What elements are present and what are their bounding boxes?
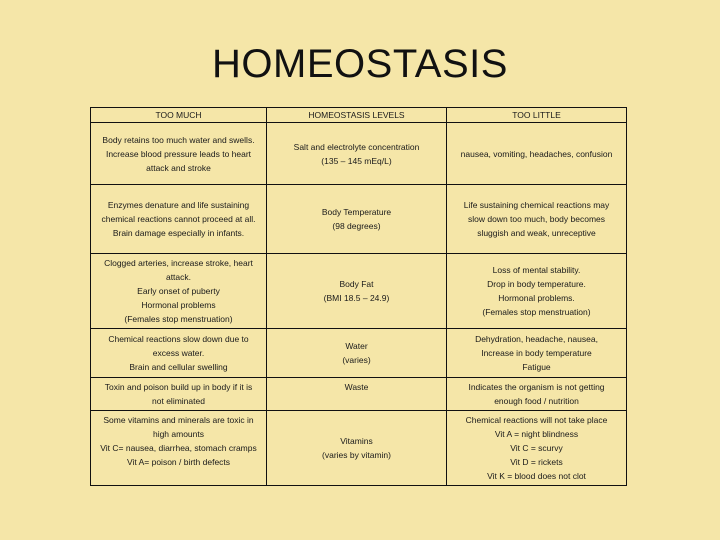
cell-line: Vit K = blood does not clot [487, 471, 586, 481]
cell-too-much [91, 411, 267, 486]
cell-line: Increase in body temperature [481, 348, 592, 358]
cell-line: (varies) [342, 355, 371, 365]
cell-line: Increase blood pressure leads to heart [105, 148, 252, 159]
cell-too-little [447, 378, 627, 411]
cell-line: attack. [165, 272, 192, 282]
cell-line: Enzymes denature and life sustaining [107, 200, 250, 210]
cell-line: Some vitamins and minerals are toxic in [103, 415, 254, 425]
cell-level [267, 411, 447, 486]
cell-level [267, 254, 447, 329]
cell-line: sluggish and weak, unreceptive [477, 228, 596, 238]
cell-line: Clogged arteries, increase stroke, heart [104, 258, 253, 268]
cell-line: Vit D = rickets [510, 457, 563, 467]
header-too-much: TOO MUCH [91, 108, 267, 123]
cell-too-little [447, 329, 627, 378]
cell-line: (Females stop menstruation) [124, 314, 233, 324]
header-too-little: TOO LITTLE [447, 108, 627, 123]
cell-line: excess water. [152, 348, 205, 358]
cell-too-little [447, 185, 627, 254]
header-homeostasis-levels: HOMEOSTASIS LEVELS [267, 108, 447, 123]
cell-line: Chemical reactions will not take place [465, 415, 608, 425]
cell-line: Vit C = scurvy [510, 443, 563, 453]
cell-line: Fatigue [522, 362, 551, 372]
cell-too-much [91, 123, 267, 185]
cell-line: Toxin and poison build up in body if it is [104, 382, 253, 392]
table-row-body-fat [91, 254, 627, 329]
cell-line: Brain and cellular swelling [129, 362, 228, 372]
table-row-vitamins [91, 411, 627, 486]
cell-level [267, 329, 447, 378]
cell-line: Chemical reactions slow down due to [108, 334, 249, 344]
cell-line: Body Temperature [321, 207, 392, 217]
cell-too-much [91, 254, 267, 329]
cell-line: Vit A= poison / birth defects [126, 457, 231, 467]
cell-too-much [91, 378, 267, 411]
cell-line: Life sustaining chemical reactions may [463, 200, 610, 210]
cell-line: (varies by vitamin) [322, 450, 391, 460]
cell-too-little [447, 411, 627, 486]
cell-line: enough food / nutrition [494, 396, 579, 406]
cell-too-much [91, 185, 267, 254]
cell-line: Vit A = night blindness [494, 429, 579, 439]
cell-line: Indicates the organism is not getting [468, 382, 605, 392]
table-row-body-temperature [91, 185, 627, 254]
cell-line: nausea, vomiting, headaches, confusion [460, 148, 613, 159]
cell-line: Vit C= nausea, diarrhea, stomach cramps [100, 443, 257, 453]
cell-line: Hormonal problems. [498, 293, 575, 303]
cell-line: Body retains too much water and swells. [102, 134, 255, 145]
cell-line: Hormonal problems [141, 300, 216, 310]
table-row-water [91, 329, 627, 378]
page-title: HOMEOSTASIS [212, 42, 508, 86]
cell-level [267, 378, 447, 411]
cell-too-much [91, 329, 267, 378]
cell-line: (Females stop menstruation) [482, 307, 591, 317]
cell-line: slow down too much, body becomes [467, 214, 606, 224]
cell-line: (98 degrees) [332, 221, 381, 231]
cell-line: not eliminated [152, 396, 205, 406]
homeostasis-table [90, 107, 627, 486]
cell-line: Water [345, 341, 368, 351]
cell-level [267, 123, 447, 185]
table-header-row [91, 108, 627, 123]
table-row-waste [91, 378, 627, 411]
cell-line: Vitamins [340, 436, 373, 446]
table-row-salt [91, 123, 627, 185]
cell-line: Loss of mental stability. [492, 265, 581, 275]
cell-line: Drop in body temperature. [487, 279, 586, 289]
cell-line: (BMI 18.5 – 24.9) [323, 293, 390, 303]
cell-line: Body Fat [339, 279, 374, 289]
cell-line: Early onset of puberty [137, 286, 220, 296]
cell-line: Waste [344, 382, 369, 392]
cell-too-little [447, 254, 627, 329]
cell-line: attack and stroke [146, 162, 211, 173]
cell-line: Dehydration, headache, nausea, [475, 334, 598, 344]
cell-too-little [447, 123, 627, 185]
cell-line: (135 – 145 mEq/L) [321, 155, 392, 166]
cell-line: chemical reactions cannot proceed at all. [101, 214, 256, 224]
cell-line: Brain damage especially in infants. [112, 228, 245, 238]
cell-line: high amounts [152, 429, 205, 439]
cell-level [267, 185, 447, 254]
cell-line: Salt and electrolyte concentration [293, 141, 420, 152]
